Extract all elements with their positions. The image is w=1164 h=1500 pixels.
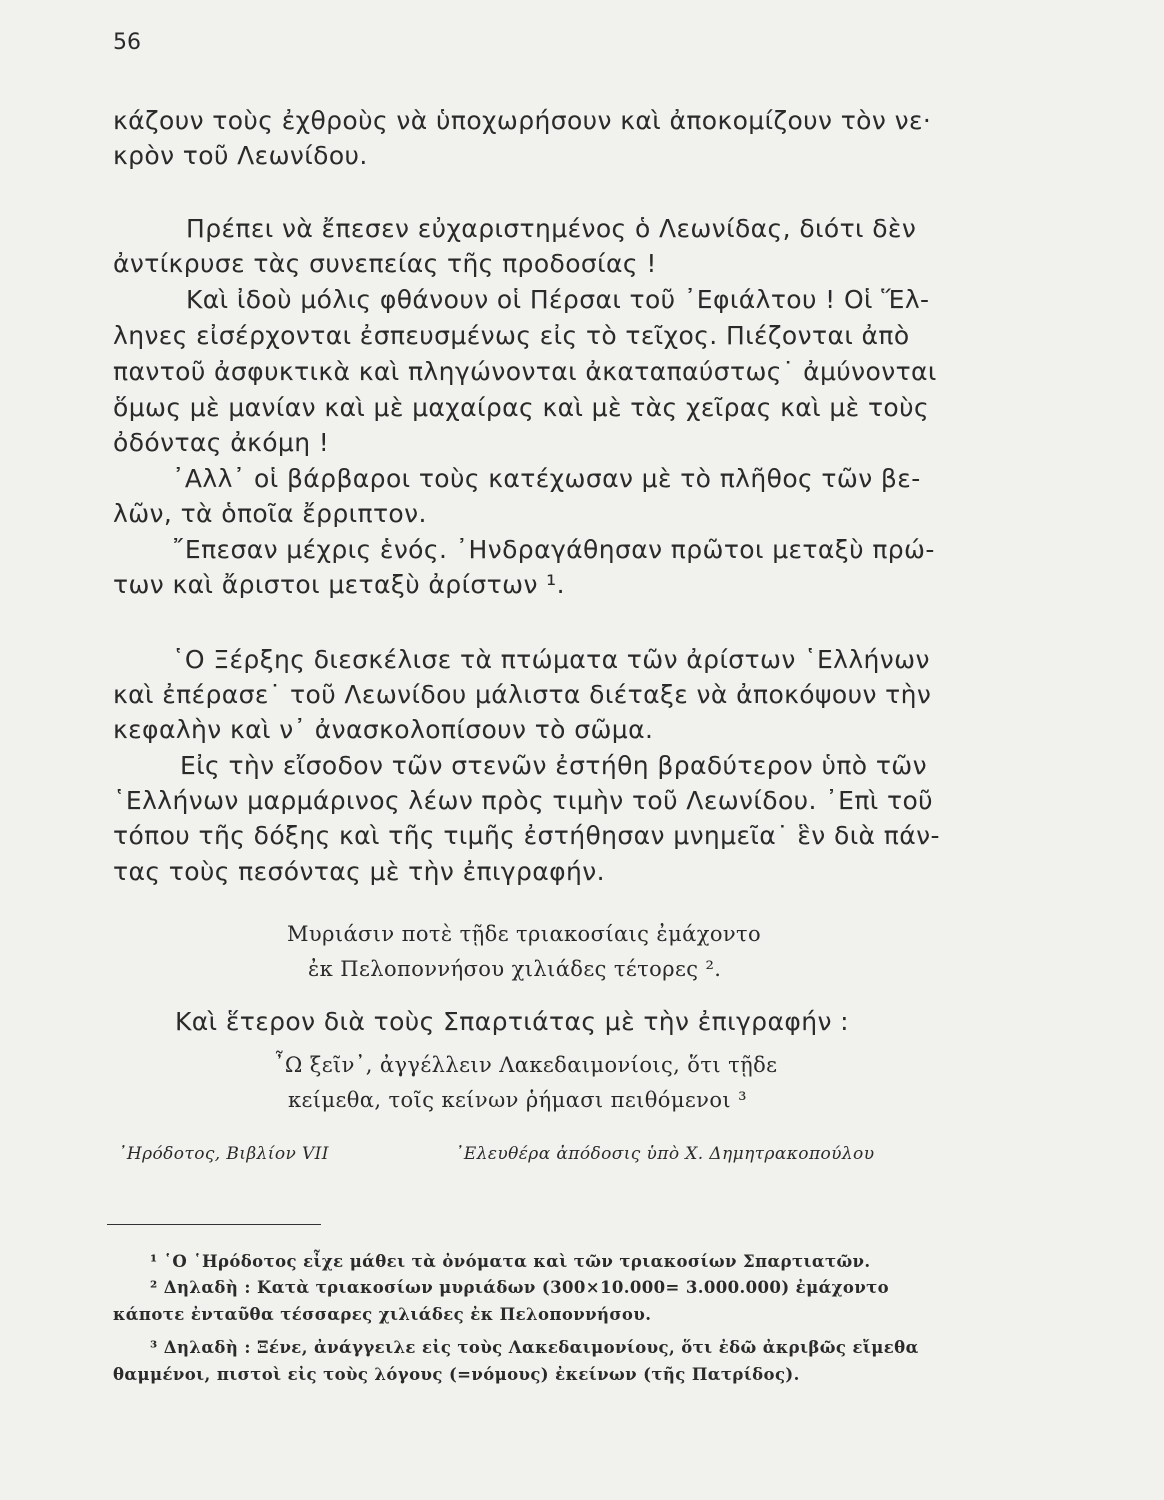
body-line: ᾿Αλλ᾿ οἱ βάρβαροι τοὺς κατέχωσαν μὲ τὸ πλῆθος τῶν βε- <box>172 464 921 493</box>
footnote: ¹ ῾Ο ῾Ηρόδοτος εἶχε μάθει τὰ ὀνόματα καὶ τῶν τριακοσίων Σπαρτιατῶν. <box>150 1252 871 1271</box>
body-line: τας τοὺς πεσόντας μὲ τὴν ἐπιγραφήν. <box>113 857 605 886</box>
body-line: Καὶ ἕτερον διὰ τοὺς Σπαρτιάτας μὲ τὴν ἐπιγραφήν : <box>175 1007 849 1036</box>
body-line: παντοῦ ἀσφυκτικὰ καὶ πληγώνονται ἀκαταπαύστως˙ ἀμύνονται <box>113 357 937 386</box>
footnote: θαμμένοι, πιστοὶ εἰς τοὺς λόγους (=νόμους) ἐκείνων (τῆς Πατρίδος). <box>113 1365 800 1384</box>
body-line: Πρέπει νὰ ἔπεσεν εὐχαριστημένος ὁ Λεωνίδας, διότι δὲν <box>186 214 917 243</box>
body-line: Καὶ ἰδοὺ μόλις φθάνουν οἱ Πέρσαι τοῦ ᾿Εφιάλτου ! Οἱ Ἕλ- <box>186 285 930 314</box>
body-line: Εἰς τὴν εἴσοδον τῶν στενῶν ἐστήθη βραδύτερον ὑπὸ τῶν <box>180 751 927 780</box>
epigram-line: ῏Ω ξεῖν᾿, ἀγγέλλειν Λακεδαιμονίοις, ὅτι τῇδε <box>274 1053 778 1077</box>
body-line: κεφαλὴν καὶ ν᾿ ἀνασκολοπίσουν τὸ σῶμα. <box>113 715 654 744</box>
body-line: των καὶ ἄριστοι μεταξὺ ἀρίστων ¹. <box>113 570 565 599</box>
body-line: καὶ ἐπέρασε˙ τοῦ Λεωνίδου μάλιστα διέταξε νὰ ἀποκόψουν τὴν <box>113 680 932 709</box>
body-line: ὅμως μὲ μανίαν καὶ μὲ μαχαίρας καὶ μὲ τὰς χεῖρας καὶ μὲ τοὺς <box>113 393 930 422</box>
source-left: ᾿Ηρόδοτος, Βιβλίον VII <box>118 1144 329 1164</box>
body-line: ῾Ελλήνων μαρμάρινος λέων πρὸς τιμὴν τοῦ Λεωνίδου. ᾿Επὶ τοῦ <box>113 786 934 815</box>
body-line: τόπου τῆς δόξης καὶ τῆς τιμῆς ἐστήθησαν μνημεῖα˙ ἓν διὰ πάν- <box>113 821 940 850</box>
body-line: ῾Ο Ξέρξης διεσκέλισε τὰ πτώματα τῶν ἀρίστων ῾Ελλήνων <box>172 645 930 674</box>
body-line: ἀντίκρυσε τὰς συνεπείας τῆς προδοσίας ! <box>113 249 657 278</box>
epigram-line: ἐκ Πελοποννήσου χιλιάδες τέτορες ². <box>308 957 722 981</box>
page-number: 56 <box>113 30 141 55</box>
footnote: κάποτε ἐνταῦθα τέσσαρες χιλιάδες ἐκ Πελοποννήσου. <box>113 1305 652 1324</box>
epigram-line: κείμεθα, τοῖς κείνων ῥήμασι πειθόμενοι ³ <box>288 1088 747 1112</box>
body-line: κάζουν τοὺς ἐχθροὺς νὰ ὑποχωρήσουν καὶ ἀποκομίζουν τὸν νε· <box>113 106 932 135</box>
body-line: κρὸν τοῦ Λεωνίδου. <box>113 141 368 170</box>
footnote: ² Δηλαδὴ : Κατὰ τριακοσίων μυριάδων (300×10.000= 3.000.000) ἐμάχοντο <box>150 1278 890 1297</box>
body-line: ὀδόντας ἀκόμη ! <box>113 428 330 457</box>
body-line: λῶν, τὰ ὁποῖα ἔρριπτον. <box>113 499 427 528</box>
source-right: ᾿Ελευθέρα ἀπόδοσις ὑπὸ Χ. Δημητρακοπούλου <box>455 1144 875 1164</box>
footnote-rule <box>107 1224 321 1225</box>
epigram-line: Μυριάσιν ποτὲ τῇδε τριακοσίαις ἐμάχοντο <box>287 922 762 946</box>
body-line: ληνες εἰσέρχονται ἐσπευσμένως εἰς τὸ τεῖχος. Πιέζονται ἀπὸ <box>113 321 910 350</box>
body-line: ῎Επεσαν μέχρις ἑνός. ᾿Ηνδραγάθησαν πρῶτοι μεταξὺ πρώ- <box>172 535 935 564</box>
footnote: ³ Δηλαδὴ : Ξένε, ἀνάγγειλε εἰς τοὺς Λακεδαιμονίους, ὅτι ἐδῶ ἀκριβῶς εἴμεθα <box>150 1338 919 1357</box>
